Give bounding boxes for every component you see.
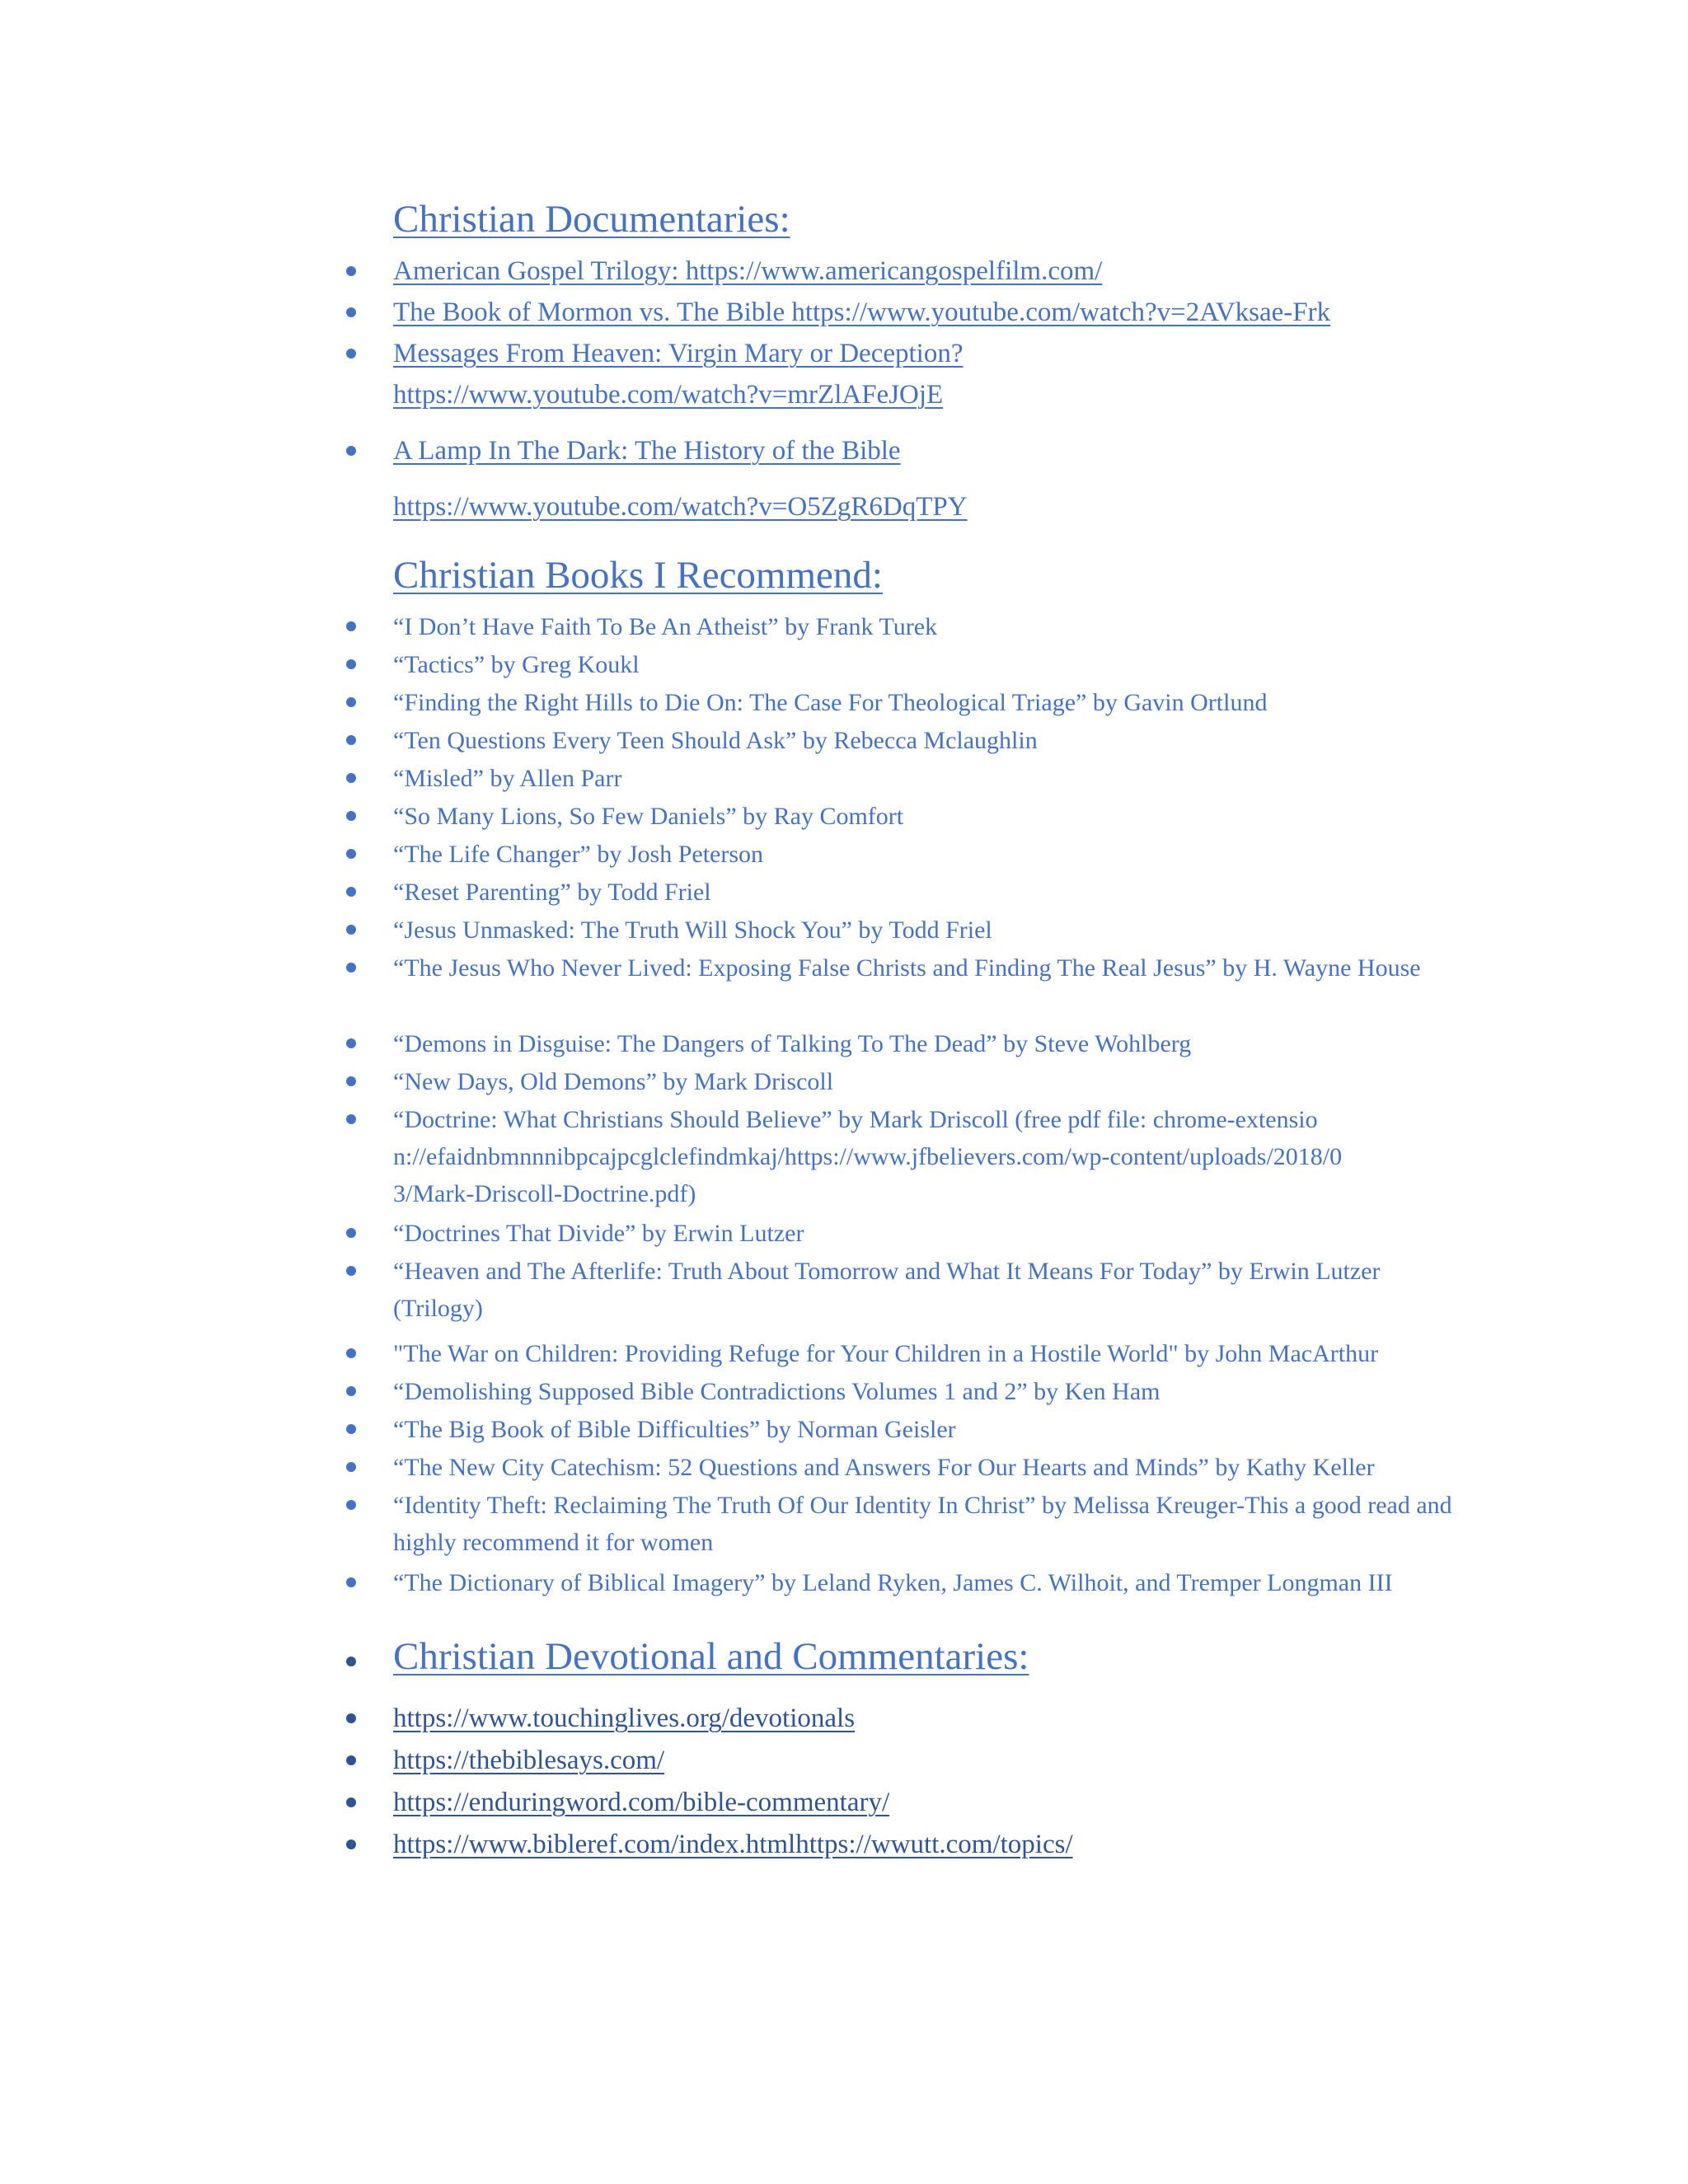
documentary-url[interactable]: https://www.youtube.com/watch?v=mrZlAFeJOjE [393,380,944,410]
bullet-icon [346,697,356,707]
book-title: “So Many Lions, So Few Daniels” by Ray Comfort [393,803,904,830]
devotional-link[interactable]: https://thebiblesays.com/ [393,1746,665,1775]
bullet-icon [346,887,356,897]
book-title: “Jesus Unmasked: The Truth Will Shock You” by Todd Friel [393,916,992,944]
bullet-icon [346,1348,356,1358]
book-title: “Reset Parenting” by Todd Friel [393,879,711,906]
bullet-icon [346,307,356,317]
bullet-icon [346,811,356,821]
devotional-link[interactable]: https://www.touchinglives.org/devotionals [393,1704,856,1733]
bullet-icon [346,1713,356,1723]
book-title: “New Days, Old Demons” by Mark Driscoll [393,1068,834,1095]
book-title: “Tactics” by Greg Koukl [393,651,640,678]
bullet-icon [346,1424,356,1434]
bullet-icon [346,1500,356,1510]
book-title: “The Life Changer” by Josh Peterson [393,841,764,868]
bullet-icon [346,735,356,745]
bullet-icon [346,659,356,669]
bullet-icon [346,1577,356,1587]
book-title: "The War on Children: Providing Refuge for Your Children in a Hostile World" by John MacArthur [393,1340,1379,1367]
book-title: “Identity Theft: Reclaiming The Truth Of Our Identity In Christ” by Melissa Kreuger-This a good read and highly recommend it for women [393,1492,1452,1556]
bullet-icon [346,1228,356,1238]
documentary-link[interactable]: A Lamp In The Dark: The History of the Bible [393,436,901,466]
bullet-icon [346,1266,356,1276]
devotional-link[interactable]: https://enduringword.com/bible-commentary/ [393,1788,890,1817]
bullet-icon [346,1657,356,1666]
bullet-icon [346,1386,356,1396]
book-title: “I Don’t Have Faith To Be An Atheist” by Frank Turek [393,613,938,640]
bullet-icon [346,925,356,935]
book-title: “The New City Catechism: 52 Questions and Answers For Our Hearts and Minds” by Kathy Keller [393,1454,1375,1481]
book-title: “Misled” by Allen Parr [393,765,622,792]
devotional-link[interactable]: https://www.bibleref.com/index.htmlhttps://wwutt.com/topics/ [393,1830,1073,1859]
bullet-icon [346,446,356,456]
book-title: “Doctrines That Divide” by Erwin Lutzer [393,1220,804,1247]
book-title: “Heaven and The Afterlife: Truth About Tomorrow and What It Means For Today” by Erwin Lutzer (Trilogy) [393,1258,1381,1322]
documentary-link[interactable]: American Gospel Trilogy: https://www.americangospelfilm.com/ [393,256,1103,286]
book-title: “Finding the Right Hills to Die On: The Case For Theological Triage” by Gavin Ortlund [393,689,1268,716]
book-title: “The Jesus Who Never Lived: Exposing False Christs and Finding The Real Jesus” by H. Wayne House [393,954,1421,982]
book-title: “Ten Questions Every Teen Should Ask” by Rebecca Mclaughlin [393,727,1038,754]
bullet-icon [346,773,356,783]
bullet-icon [346,849,356,859]
book-title: “Demolishing Supposed Bible Contradictions Volumes 1 and 2” by Ken Ham [393,1378,1160,1405]
bullet-icon [346,266,356,276]
bullet-icon [346,1076,356,1086]
bullet-icon [346,1755,356,1765]
books-heading: Christian Books I Recommend: [393,554,883,597]
bullet-icon [346,1840,356,1849]
bullet-icon [346,1038,356,1048]
documentary-link[interactable]: The Book of Mormon vs. The Bible https://www.youtube.com/watch?v=2AVksae-Frk [393,298,1331,327]
documentaries-heading: Christian Documentaries: [393,198,790,241]
documentary-link[interactable]: Messages From Heaven: Virgin Mary or Deception? [393,339,964,368]
documentary-url[interactable]: https://www.youtube.com/watch?v=O5ZgR6DqTPY [393,492,968,522]
bullet-icon [346,621,356,631]
book-title: “The Big Book of Bible Difficulties” by Norman Geisler [393,1416,956,1443]
book-title: “The Dictionary of Biblical Imagery” by Leland Ryken, James C. Wilhoit, and Tremper Longman III [393,1569,1393,1596]
bullet-icon [346,1797,356,1807]
book-title: “Demons in Disguise: The Dangers of Talking To The Dead” by Steve Wohlberg [393,1030,1192,1057]
bullet-icon [346,1114,356,1124]
bullet-icon [346,1462,356,1472]
devotionals-heading: Christian Devotional and Commentaries: [393,1635,1029,1678]
book-title: “Doctrine: What Christians Should Believe” by Mark Driscoll (free pdf file: chrome-extension://efaidnbmnnnibpcajpcglclefindmkaj/https://www.jfbelievers.com/wp-content/uploads/2018/03/Mark-Driscoll-Doctrine.pdf) [393,1106,1343,1207]
bullet-icon [346,349,356,359]
bullet-icon [346,963,356,972]
